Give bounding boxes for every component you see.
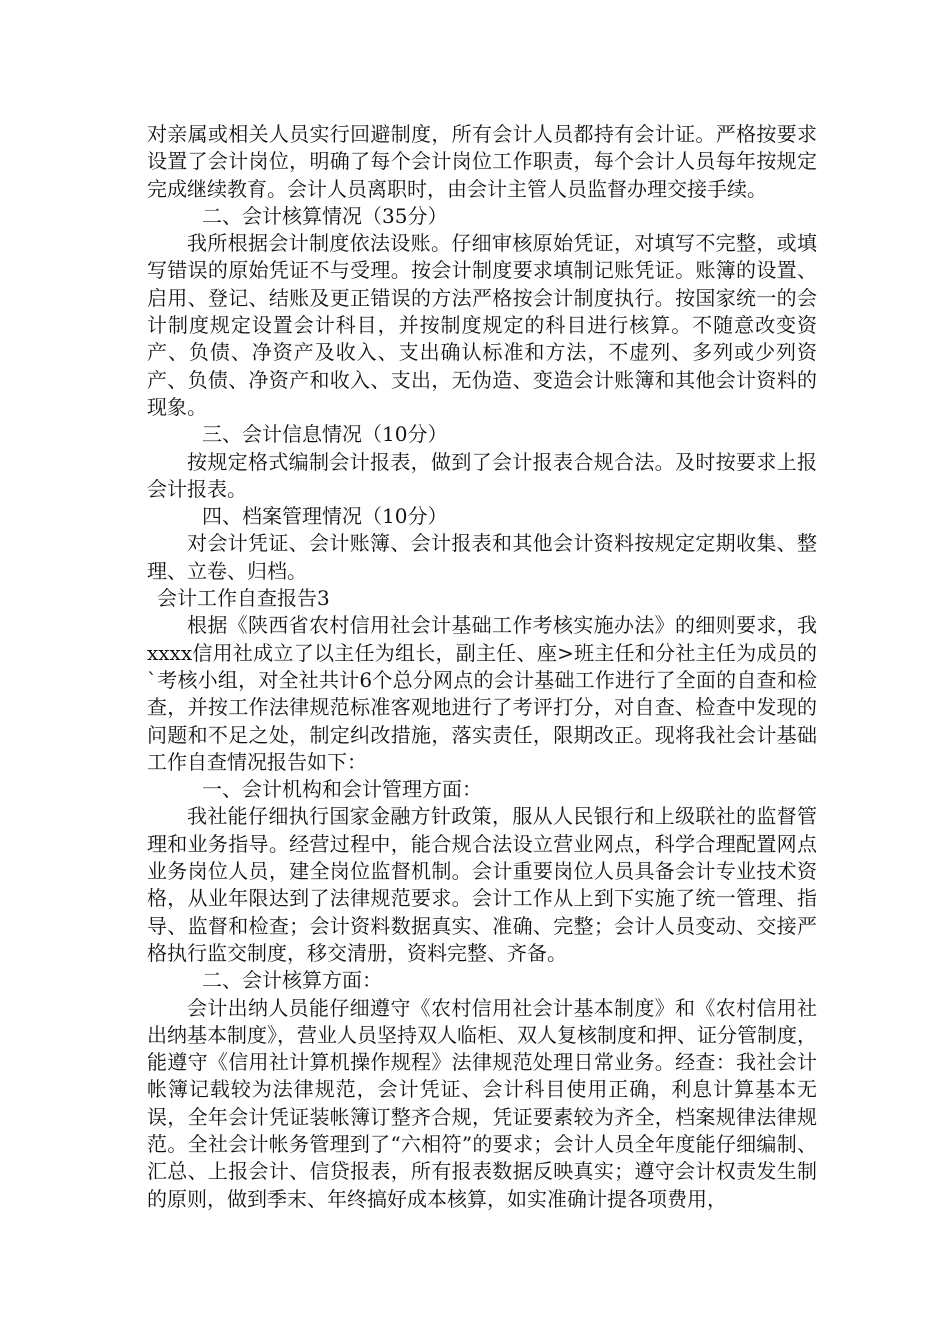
section-heading-organization: 一、会计机构和会计管理方面： [202, 777, 482, 802]
paragraph: 我所根据会计制度依法设账。仔细审核原始凭证，对填写不完整，或填写错误的原始凭证不与受理。按会计制度要求填制记账凭证。账簿的设置、启用、登记、结账及更正错误的方法严格按会计制度执行。按国家统一的会计制度规定设置会计科目，并按制度规定的科目进行核算。不随意改变资产、负债、净资产及收入、支出确认标准和方法，不虚列、多列或少列资产、负债、净资产和收入、支出，无伪造、变造会计账簿和其他会计资料的现象。 [147, 231, 817, 419]
paragraph: 对会计凭证、会计账簿、会计报表和其他会计资料按规定定期收集、整理、立卷、归档。 [147, 531, 817, 583]
section-heading-archives: 四、档案管理情况（10分） [202, 504, 448, 529]
paragraph: 根据《陕西省农村信用社会计基础工作考核实施办法》的细则要求，我xxxx信用社成立了以主任为组长，副主任、座>班主任和分社主任为成员的`考核小组，对全社共计6个总分网点的会计基础工作进行了全面的自查和检查，并按工作法律规范标准客观地进行了考评打分，对自查、检查中发现的问题和不足之处，制定纠改措施，落实责任，限期改正。现将我社会计基础工作自查情况报告如下： [147, 613, 817, 774]
document-page [147, 121, 817, 1213]
paragraph: 我社能仔细执行国家金融方针政策，服从人民银行和上级联社的监督管理和业务指导。经营过程中，能合规合法设立营业网点，科学合理配置网点业务岗位人员，建全岗位监督机制。会计重要岗位人员具备会计专业技术资格，从业年限达到了法律规范要求。会计工作从上到下实施了统一管理、指导、监督和检查；会计资料数据真实、准确、完整；会计人员变动、交接严格执行监交制度，移交清册，资料完整、齐备。 [147, 804, 817, 965]
section-heading-bookkeeping: 二、会计核算方面： [202, 968, 382, 993]
paragraph: 会计出纳人员能仔细遵守《农村信用社会计基本制度》和《农村信用社出纳基本制度》，营业人员坚持双人临柜、双人复核制度和押、证分管制度，能遵守《信用社计算机操作规程》法律规范处理日常业务。经查：我社会计帐簿记载较为法律规范，会计凭证、会计科目使用正确，利息计算基本无误，全年会计凭证装帐簿订整齐合规，凭证要素较为齐全，档案规律法律规范。全社会计帐务管理到了“六相符”的要求；会计人员全年度能仔细编制、汇总、上报会计、信贷报表，所有报表数据反映真实；遵守会计权责发生制的原则，做到季末、年终搞好成本核算，如实准确计提各项费用， [147, 995, 817, 1211]
paragraph-continuation: 对亲属或相关人员实行回避制度，所有会计人员都持有会计证。严格按要求设置了会计岗位，明确了每个会计岗位工作职责，每个会计人员每年按规定完成继续教育。会计人员离职时，由会计主管人员监督办理交接手续。 [147, 122, 817, 201]
section-heading-accounting: 二、会计核算情况（35分） [202, 203, 448, 228]
report-title: 会计工作自查报告3 [157, 586, 330, 611]
paragraph: 按规定格式编制会计报表，做到了会计报表合规合法。及时按要求上报会计报表。 [147, 449, 817, 501]
section-heading-information: 三、会计信息情况（10分） [202, 422, 448, 447]
